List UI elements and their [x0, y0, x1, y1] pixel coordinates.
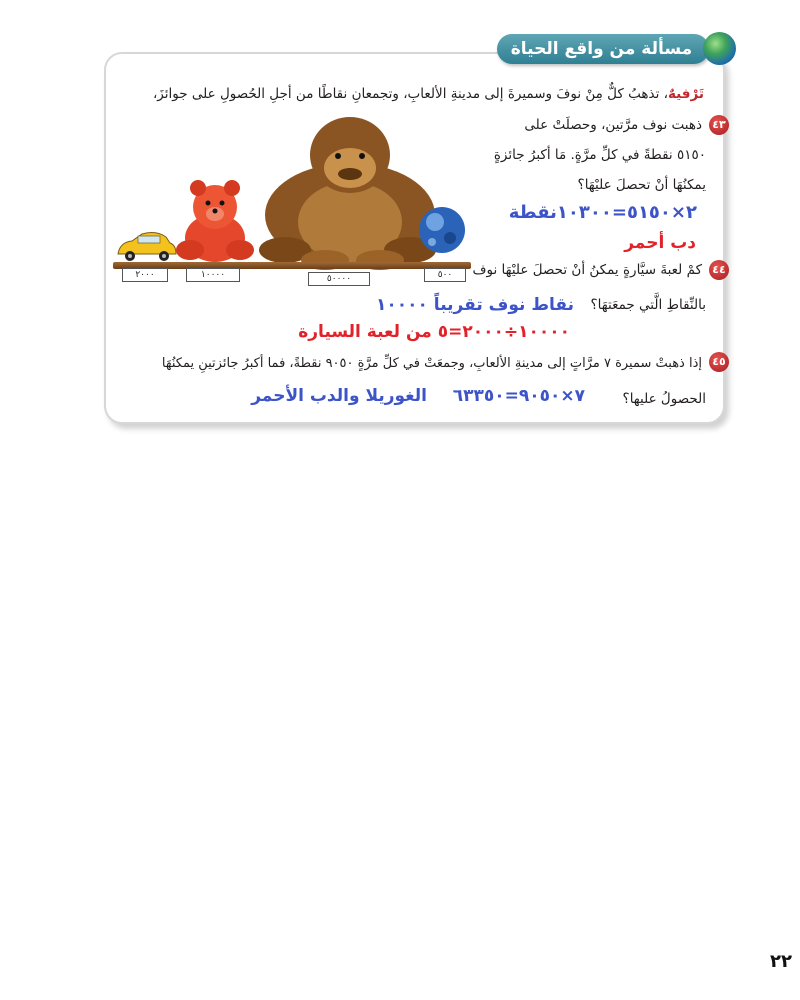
q45-answer-prizes: الغوريلا والدب الأحمر [251, 386, 427, 406]
banner-title: مسألة من واقع الحياة [510, 39, 693, 59]
q43-answer-prize: دب أحمر [624, 233, 696, 253]
question-number-45: ٤٥ [709, 352, 729, 372]
q45-line2: الحصولُ عليها؟ [622, 391, 706, 407]
intro-text: ، تذهبُ كلٌّ مِنْ نوفَ وسميرةَ إلى مدينةِ الألعابِ، وتجمعانِ نقاطًا من أجلِ الحُصولِ على جوائزَ، [152, 86, 668, 102]
car-price-tag: ٢٠٠٠ [122, 268, 168, 282]
q43-line3: يمكنُهَا أنْ تحصلَ عليْهَا؟ [577, 177, 706, 193]
intro-label: تَرْفيهٌ [667, 86, 704, 102]
question-number-44: ٤٤ [709, 260, 729, 280]
q44-answer-calc: ١٠٠٠٠÷٢٠٠٠=٥ من لعبة السيارة [298, 322, 570, 342]
ball-icon [419, 207, 465, 253]
q43-answer-calc: ٢×٥١٥٠=١٠٣٠٠نقطة [508, 202, 697, 223]
globe-icon [703, 32, 736, 65]
q44-answer-points: نقاط نوف تقريباً ١٠٠٠٠ [376, 295, 574, 315]
bear-price-tag: ١٠٠٠٠ [186, 268, 240, 282]
q45-answer-calc: ٧×٩٠٥٠=٦٣٣٥٠ [452, 386, 585, 406]
q43-line1: ذهبت نوف مرَّتين، وحصلَتْ على [524, 117, 702, 133]
teddy-bear-icon [176, 180, 254, 262]
q44-line2: بالنِّقاطِ الَّتي جمعَتهَا؟ [590, 297, 706, 313]
gorilla-icon [259, 117, 436, 270]
intro-line [153, 86, 704, 102]
q44-line1: كمْ لعبةَ سيَّارةٍ يمكنُ أنْ تحصلَ عليْهَا نوف [472, 262, 702, 278]
page-number: ٢٢ [770, 951, 792, 972]
q43-line2: ٥١٥٠ نقطةً في كلِّ مرَّةٍ. مَا أكبرُ جائزةٍ [493, 147, 706, 163]
toy-car-icon [118, 233, 176, 261]
ball-price-tag: ٥٠٠ [424, 268, 466, 282]
gorilla-price-tag: ٥٠٠٠٠ [308, 272, 370, 286]
q45-line1: إذا ذهبتْ سميرة ٧ مرَّاتٍ إلى مدينةِ الألعابِ، وجمعَتْ في كلِّ مرَّةٍ ٩٠٥٠ نقطةً، فما أكبرُ جائزتينِ يمكنُهَا [161, 356, 702, 371]
question-number-43: ٤٣ [709, 115, 729, 135]
